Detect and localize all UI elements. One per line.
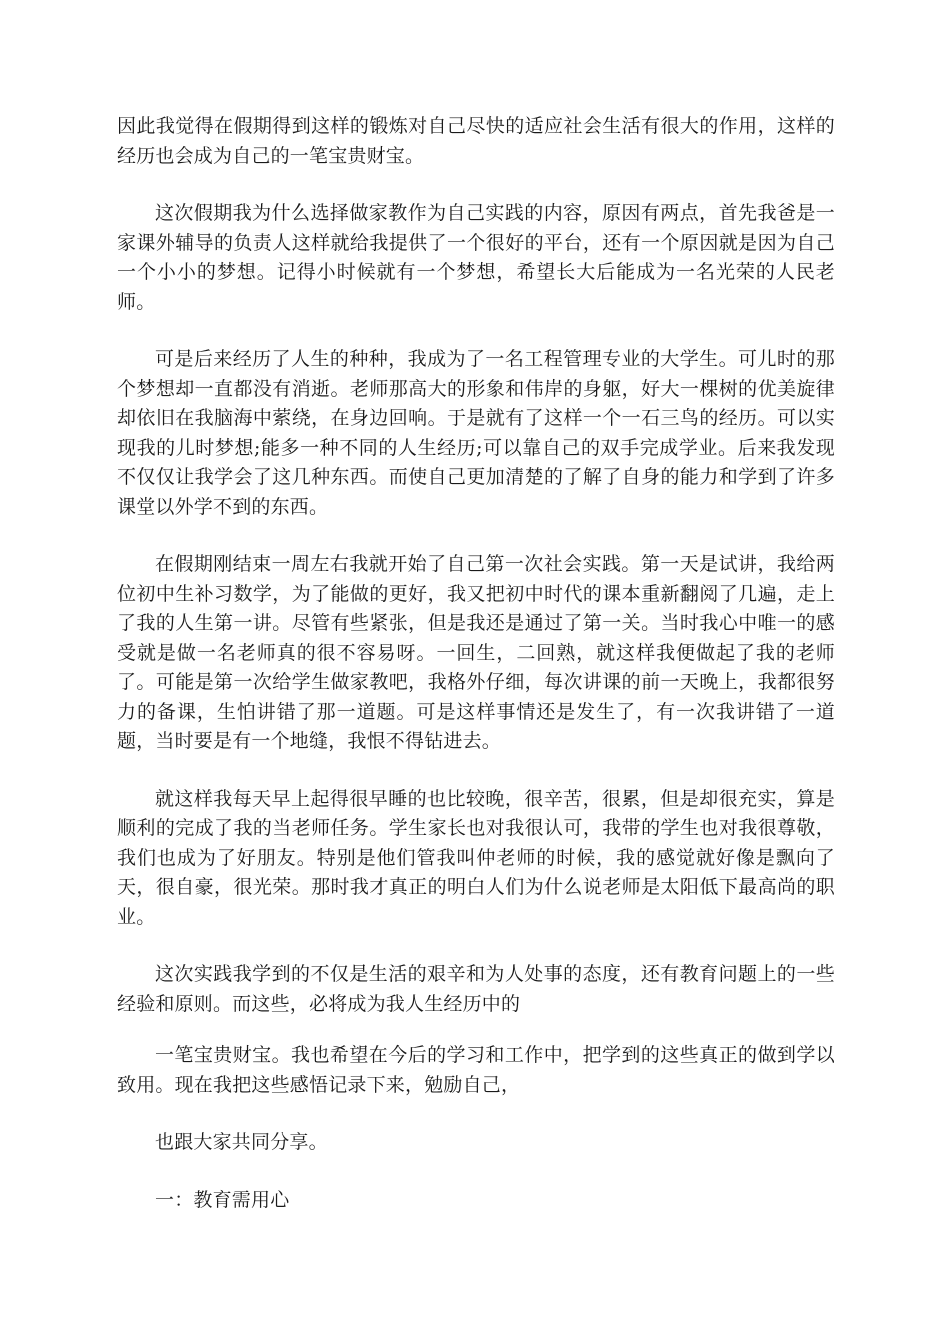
paragraph-8: 也跟大家共同分享。 bbox=[155, 1131, 328, 1153]
document-body bbox=[117, 112, 835, 1243]
section-heading: 一：教育需用心 bbox=[155, 1188, 290, 1211]
paragraph-4: 在假期刚结束一周左右我就开始了自己第一次社会实践。第一天是试讲，我给两位初中生补习数学，为了能做的更好，我又把初中时代的课本重新翻阅了几遍，走上了我的人生第一讲。尽管有些紧张，但是我还是通过了第一关。当时我心中唯一的感受就是做一名老师真的很不容易呀。一回生，二回熟，就这样我便做起了我的老师了。可能是第一次给学生做家教吧，我格外仔细，每次讲课的前一天晚上，我都很努力的备课，生怕讲错了那一道题。可是这样事情还是发生了，有一次我讲错了一道题，当时要是有一个地缝，我恨不得钻进去。 bbox=[117, 553, 835, 752]
paragraph-3: 可是后来经历了人生的种种，我成为了一名工程管理专业的大学生。可儿时的那个梦想却一直都没有消逝。老师那高大的形象和伟岸的身躯，好大一棵树的优美旋律却依旧在我脑海中萦绕，在身边回响。于是就有了这样一个一石三鸟的经历。可以实现我的儿时梦想;能多一种不同的人生经历;可以靠自己的双手完成学业。后来我发现不仅仅让我学会了这几种东西。而使自己更加清楚的了解了自身的能力和学到了许多课堂以外学不到的东西。 bbox=[117, 348, 835, 518]
paragraph-7: 一笔宝贵财宝。我也希望在今后的学习和工作中，把学到的这些真正的做到学以致用。现在我把这些感悟记录下来，勉励自己， bbox=[117, 1044, 835, 1096]
paragraph-6: 这次实践我学到的不仅是生活的艰辛和为人处事的态度，还有教育问题上的一些经验和原则。而这些，必将成为我人生经历中的 bbox=[117, 963, 835, 1015]
paragraph-1: 因此我觉得在假期得到这样的锻炼对自己尽快的适应社会生活有很大的作用，这样的经历也会成为自己的一笔宝贵财宝。 bbox=[117, 115, 835, 167]
paragraph-5: 就这样我每天早上起得很早睡的也比较晚，很辛苦，很累，但是却很充实，算是顺利的完成了我的当老师任务。学生家长也对我很认可，我带的学生也对我很尊敬，我们也成为了好朋友。特别是他们管我叫仲老师的时候，我的感觉就好像是飘向了天，很自豪，很光荣。那时我才真正的明白人们为什么说老师是太阳低下最高尚的职业。 bbox=[117, 787, 835, 928]
paragraph-2: 这次假期我为什么选择做家教作为自己实践的内容，原因有两点，首先我爸是一家课外辅导的负责人这样就给我提供了一个很好的平台，还有一个原因就是因为自己一个小小的梦想。记得小时候就有一个梦想，希望长大后能成为一名光荣的人民老师。 bbox=[117, 202, 835, 313]
